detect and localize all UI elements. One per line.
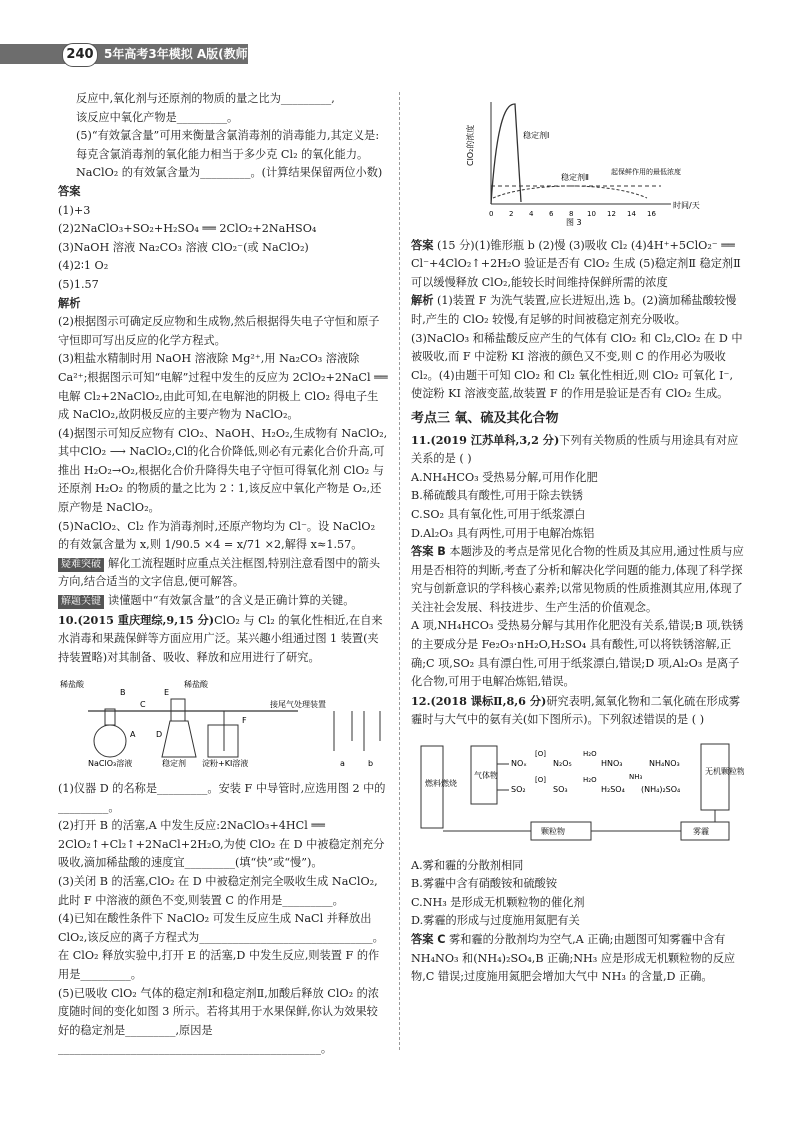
fig12-node: NH₄NO₃ — [649, 759, 680, 769]
fig1-label: b — [368, 759, 374, 769]
fig12-haze: 雾霾 — [693, 827, 709, 837]
analysis-line: (5)NaClO₂、Cl₂ 作为消毒剂时,还原产物均为 Cl⁻。设 NaClO₂ 的有效氯含量为 x,则 1/90.5 ×4 = x/71 ×2,解得 x≈1.57。 — [58, 519, 376, 552]
option: A.NH₄HCO₃ 受热易分解,可用作化肥 — [411, 470, 598, 484]
tip-label: 疑难突破 — [58, 558, 104, 572]
fig12-node: SO₃ — [553, 785, 568, 795]
fig3-tick: 12 — [607, 210, 616, 218]
answer-label: 答案 — [411, 238, 434, 252]
option: A.雾和霾的分散剂相同 — [411, 858, 524, 872]
tip-text: 解化工流程题时应重点关注框图,特别注意看图中的箭头方向,结合适当的文字信息,便可解答。 — [58, 556, 381, 589]
answer-line: (5)1.57 — [58, 277, 99, 291]
fig12-node: N₂O₅ — [553, 759, 572, 769]
option: B.雾霾中含有硝酸铵和硫酸铵 — [411, 877, 558, 891]
question-10-head: 10.(2015 重庆理综,9,15 分) — [58, 612, 215, 627]
fig3-tick: 6 — [549, 210, 554, 218]
fig1-label: 稳定剂 — [162, 759, 186, 769]
q11-explain: 本题涉及的考点是常见化合物的性质及其应用,通过性质与应用是否相符的判断,考查了分析和解决化学问题的能力,体现了科学探究与创新意识的学科核心素养;以常见物质的性质推测其应用,体现了关注社会发展、科技进步、生产生活的价值观念。 — [411, 545, 744, 614]
figure-haze-diagram — [411, 734, 744, 846]
fig3-xlabel: 时间/天 — [673, 201, 700, 210]
answer-line: (4)2∶1 O₂ — [58, 259, 109, 273]
fig1-label: B — [120, 688, 126, 698]
key-label: 解题关键 — [58, 595, 104, 609]
figure-1-apparatus — [58, 671, 388, 769]
analysis-line: (2)根据图示可确定反应物和生成物,然后根据得失电子守恒和原子守恒即可写出反应的化学方程式。 — [58, 315, 380, 347]
option: D.雾霾的形成与过度施用氮肥有关 — [411, 914, 580, 928]
key-text: 读懂题中“有效氯含量”的含义是正确计算的关键。 — [108, 594, 355, 608]
analysis-label: 解析 — [58, 296, 81, 310]
fig3-tick: 0 — [489, 210, 494, 218]
page-number: 240 — [62, 43, 98, 67]
question-part: (2)打开 B 的活塞,A 中发生反应:2NaClO₃+4HCl ══ 2ClO₂↑+Cl₂↑+2NaCl+2H₂O,为使 ClO₂ 在 D 中被稳定剂充分吸收,滴加稀盐酸的速度宜_________(填“快”或“慢”)。 — [58, 819, 385, 870]
answer-line: (1)+3 — [58, 203, 91, 217]
fig1-label: E — [164, 688, 170, 698]
fig12-node: H₂SO₄ — [601, 785, 625, 795]
fig1-label: a — [340, 759, 345, 769]
question-part: (3)关闭 B 的活塞,ClO₂ 在 D 中被稳定剂完全吸收生成 NaClO₂,此时 F 中溶液的颜色不变,则装置 C 的作用是_________。 — [58, 874, 378, 907]
fig1-label: A — [130, 730, 136, 740]
text-line: (5)“有效氯含量”可用来衡量含氯消毒剂的消毒能力,其定义是:每克含氯消毒剂的氧化能力相当于多少克 Cl₂ 的氧化能力。NaClO₂ 的有效氯含量为_________。(计算结果保留两位小数) — [76, 129, 383, 180]
q12-answer: 答案 C — [411, 933, 446, 946]
column-divider — [399, 92, 400, 1050]
question-11-head: 11.(2019 江苏单科,3,2 分) — [411, 432, 560, 447]
fig12-particle: 颗粒物 — [541, 827, 565, 837]
q11-detail: A 项,NH₄HCO₃ 受热易分解与其用作化肥没有关系,错误;B 项,铁锈的主要成分是 Fe₂O₃·nH₂O,H₂SO₄ 具有酸性,可以将铁锈溶解,正确;C 项,SO₂ 具有漂白性,可用于纸浆漂白,错误;D 项,Al₂O₃ 是离子化合物,可用于电解冶炼铝,错误。 — [411, 619, 744, 689]
analysis-text: (1)装置 F 为洗气装置,应长进短出,选 b。(2)滴加稀盐酸较慢时,产生的 ClO₂ 较慢,有足够的时间被稳定剂充分吸收。(3)NaClO₃ 和稀盐酸反应产生的气体有 ClO₂ 和 Cl₂,ClO₂ 在 D 中被吸收,而 F 中淀粉 KI 溶液的颜色又不变,则 C 的作用必为吸收 Cl₂。(4)由题干可知 ClO₂ 和 Cl₂ 氧化性相近,则 ClO₂ 可氧化 I⁻,使淀粉 KI 溶液变蓝,故装置 F 的作用是验证是否有 ClO₂ 生成。 — [411, 294, 743, 401]
book-title: 5年高考3年模拟 A版(教师用书) — [104, 47, 278, 61]
fig1-label: 稀盐酸 — [184, 680, 208, 690]
fig12-node: NOₓ — [511, 759, 527, 769]
fig3-tick: 10 — [587, 210, 596, 218]
fig3-caption: 图 3 — [566, 218, 582, 226]
analysis-label: 解析 — [411, 294, 434, 308]
fig1-label: F — [242, 716, 247, 726]
fig12-node: (NH₄)₂SO₄ — [641, 785, 681, 795]
fig3-threshold: 起保鲜作用的最低浓度 — [611, 168, 681, 176]
question-11-text: 下列有关物质的性质与用途具有对应关系的是 — [411, 433, 739, 466]
fig12-nh3: NH₃ — [629, 773, 643, 782]
analysis-line: (3)粗盐水精制时用 NaOH 溶液除 Mg²⁺,用 Na₂CO₃ 溶液除 Ca²⁺;根据图示可知“电解”过程中发生的反应为 2ClO₂+2NaCl ══电解 Cl₂+2NaClO₂,由此可知,在电解池的阴极上 ClO₂ 得电子生成 NaClO₂,故阴极反应的主要产物为 NaClO₂。 — [58, 352, 388, 422]
answer-paren: ( ) — [691, 713, 705, 727]
text-line: 该反应中氧化产物是_________。 — [76, 110, 239, 124]
fig3-ylabel: ClO₂的浓度 — [466, 124, 475, 166]
fig12-node: [O] — [535, 750, 546, 759]
option: D.Al₂O₃ 具有两性,可用于电解冶炼铝 — [411, 526, 595, 540]
option: C.SO₂ 具有氧化性,可用于纸浆漂白 — [411, 507, 586, 521]
fig3-tick: 14 — [627, 210, 636, 218]
question-10-text: ClO₂ 与 Cl₂ 的氧化性相近,在自来水消毒和果蔬保鲜等方面应用广泛。某兴趣小组通过图 1 装置(夹持装置略)对其制备、吸收、释放和应用进行了研究。 — [58, 613, 383, 664]
fig3-tick: 16 — [647, 210, 656, 218]
fig12-node: HNO₃ — [601, 759, 623, 769]
question-part: (4)已知在酸性条件下 NaClO₂ 可发生反应生成 NaCl 并释放出 ClO₂,该反应的离子方程式为_______________________________。在 ClO₂ 释放实验中,打开 E 的活塞,D 中发生反应,则装置 F 的作用是_________。 — [58, 912, 384, 981]
fig3-tick: 8 — [569, 210, 574, 218]
fig12-node: SO₂ — [511, 785, 526, 795]
fig12-node: H₂O — [583, 776, 597, 785]
question-12-head: 12.(2018 课标Ⅱ,8,6 分) — [411, 693, 547, 708]
fig12-node: [O] — [535, 776, 546, 785]
q11-answer: 答案 B — [411, 545, 446, 559]
section-title: 考点三 氧、硫及其化合物 — [411, 410, 559, 426]
fig3-tick: 2 — [509, 210, 514, 218]
answer-label: 答案 — [58, 184, 81, 198]
fig1-label: D — [156, 730, 163, 740]
analysis-line: (4)据图示可知反应物有 ClO₂、NaOH、H₂O₂,生成物有 NaClO₂,其中ClO₂ ⟶ NaClO₂,Cl的化合价降低,则必有元素化合价升高,可推出 H₂O₂→O₂,根据化合价升降得失电子守恒可得氧化剂 ClO₂ 与还原剂 H₂O₂ 的物质的量之比为 2∶1,该反应中氧化产物是 O₂,还原产物是 NaClO₂。 — [58, 426, 388, 515]
option: C.NH₃ 是形成无机颗粒物的催化剂 — [411, 895, 585, 909]
fig3-series-1: 稳定剂Ⅰ — [523, 131, 550, 140]
left-column — [58, 90, 388, 1059]
fig12-gas: 气体物 — [474, 771, 498, 781]
fig3-tick: 4 — [529, 210, 534, 218]
question-part: (1)仪器 D 的名称是_________。安装 F 中导管时,应选用图 2 中的_________。 — [58, 782, 386, 814]
fig1-label: 接尾气处理装置 — [270, 700, 326, 710]
question-part: (5)已吸收 ClO₂ 气体的稳定剂Ⅰ和稳定剂Ⅱ,加酸后释放 ClO₂ 的浓度随时间的变化如图 3 所示。若将其用于水果保鲜,你认为效果较好的稳定剂是_________,原因是_______________________________________________。 — [58, 986, 379, 1056]
fig1-label: C — [140, 700, 146, 710]
question-12-text: 研究表明,氮氧化物和二氧化硫在形成雾霾时与大气中的氨有关(如下图所示)。下列叙述错误的是 — [411, 694, 741, 727]
option: B.稀硫酸具有酸性,可用于除去铁锈 — [411, 489, 583, 503]
fig1-label: 稀盐酸 — [60, 680, 84, 690]
page-header — [0, 0, 800, 72]
answer-text: (15 分)(1)锥形瓶 b (2)慢 (3)吸收 Cl₂ (4)4H⁺+5ClO₂⁻ ══ Cl⁻+4ClO₂↑+2H₂O 验证是否有 ClO₂ 生成 (5)稳定剂Ⅱ 稳定剂Ⅱ可以缓慢释放 ClO₂,能较长时间维持保鲜所需的浓度 — [411, 238, 741, 289]
q12-explain: 雾和霾的分散剂均为空气,A 正确;由题图可知雾霾中含有 NH₄NO₃ 和(NH₄)₂SO₄,B 正确;NH₃ 应是形成无机颗粒物的反应物,C 错误;过度施用氮肥会增加大气中 NH₃ 的含量,D 正确。 — [411, 933, 736, 984]
answer-paren: ( ) — [459, 452, 472, 466]
fig12-node: H₂O — [583, 750, 597, 759]
answer-line: (3)NaOH 溶液 Na₂CO₃ 溶液 ClO₂⁻(或 NaClO₂) — [58, 240, 309, 254]
fig3-series-2: 稳定剂Ⅱ — [561, 173, 589, 182]
fig1-label: 淀粉+KI溶液 — [202, 759, 249, 769]
fig12-fuel: 燃料燃烧 — [425, 779, 457, 789]
fig12-inorg: 无机颗粒物 — [705, 767, 744, 777]
answer-line: (2)2NaClO₃+SO₂+H₂SO₄ ══ 2ClO₂+2NaHSO₄ — [58, 222, 317, 236]
fig1-label: NaClO₃溶液 — [88, 759, 133, 769]
figure-3-chart — [411, 94, 744, 226]
text-line: 反应中,氧化剂与还原剂的物质的量之比为_________, — [76, 92, 335, 105]
right-column — [411, 90, 744, 987]
